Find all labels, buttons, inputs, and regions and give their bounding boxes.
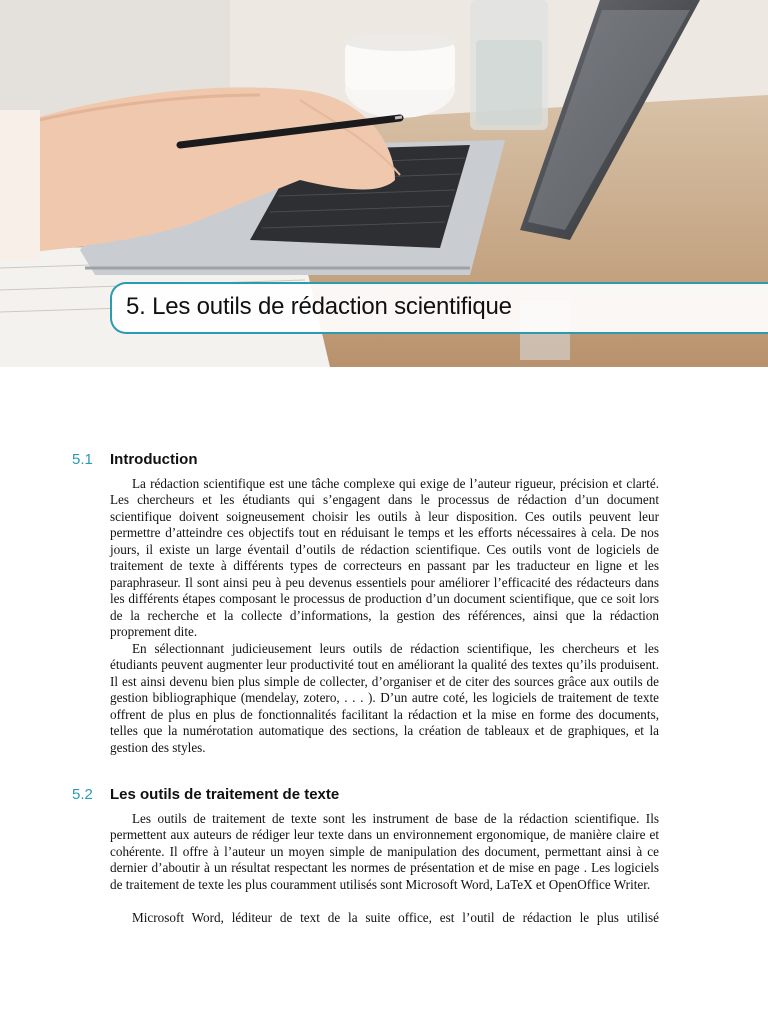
section-title: Introduction [110,451,198,468]
chapter-title: Les outils de rédaction scientifique [152,293,512,320]
chapter-number: 5. [126,293,146,320]
paragraph: En sélectionnant judicieusement leurs outils de rédaction scientifique, les chercheurs et les étudiants peuvent augmenter leur productivité tout en améliorant la qualité des textes qu’ils produisent. Il est ainsi devenu bien plus simple de collecter, d’organiser et de citer des sources grâce aux outils de gestion bibliographique (mendelay, zotero, . . . ). D’un autre coté, les logiciels de traitement de texte offrent de plus en plus de fonctionnalités facilitant la rédaction et la mise en forme des documents, telles que la numérotation automatique des sections, la création de tableaux et de graphiques, et la gestion des styles. [110,641,659,755]
section-title: Les outils de traitement de texte [110,786,340,803]
paragraph: Les outils de traitement de texte sont les instrument de base de la rédaction scientifique. Ils permettent aux auteurs de rédiger leur texte dans un environnement ergonomique, de manière claire et cohérente. Il offre à l’auteur un moyen simple de manipulation des document, permettant ainsi à ce dernier d’aboutir à un résultat respectant les normes de présentation et de mise en page . Les logiciels de traitement de texte les plus couramment utilisés sont Microsoft Word, LaTeX et OpenOffice Writer. [110,811,659,892]
paragraph: La rédaction scientifique est une tâche complexe qui exige de l’auteur rigueur, précision et clarté. Les chercheurs et les étudiants qui s’engagent dans le processus de rédaction d’un document scientifique doivent soigneusement choisir les outils à leur disposition. Ces outils peuvent leur permettre d’atteindre ces objectifs tout en réduisant le temps et les efforts nécessaires à cela. De nos jours, il existe un large éventail d’outils de rédaction scientifique. Ces outils vont de logiciels de traitement de texte à différents types de correcteurs en passant par les traducteur en ligne et les paraphraseur. Il sont ainsi peu à peu devenus essentiels pour améliorer l’efficacité des rédacteurs dans les différents étapes composant le processus de production d’un document scientifique, que ce soit lors de la recherche et la collecte d’informations, la gestion des références, ainsi que la rédaction proprement dite. [110,476,659,640]
section-number: 5.1 [72,451,93,468]
section-number: 5.2 [72,786,93,803]
chapter-heading [126,293,512,321]
section-heading-introduction [72,451,197,468]
section-heading-text-processing [72,786,339,803]
paragraph: Microsoft Word, léditeur de text de la suite office, est l’outil de rédaction le plus utilisé [132,910,659,925]
chapter-banner [110,282,768,334]
header-photo [0,0,768,367]
